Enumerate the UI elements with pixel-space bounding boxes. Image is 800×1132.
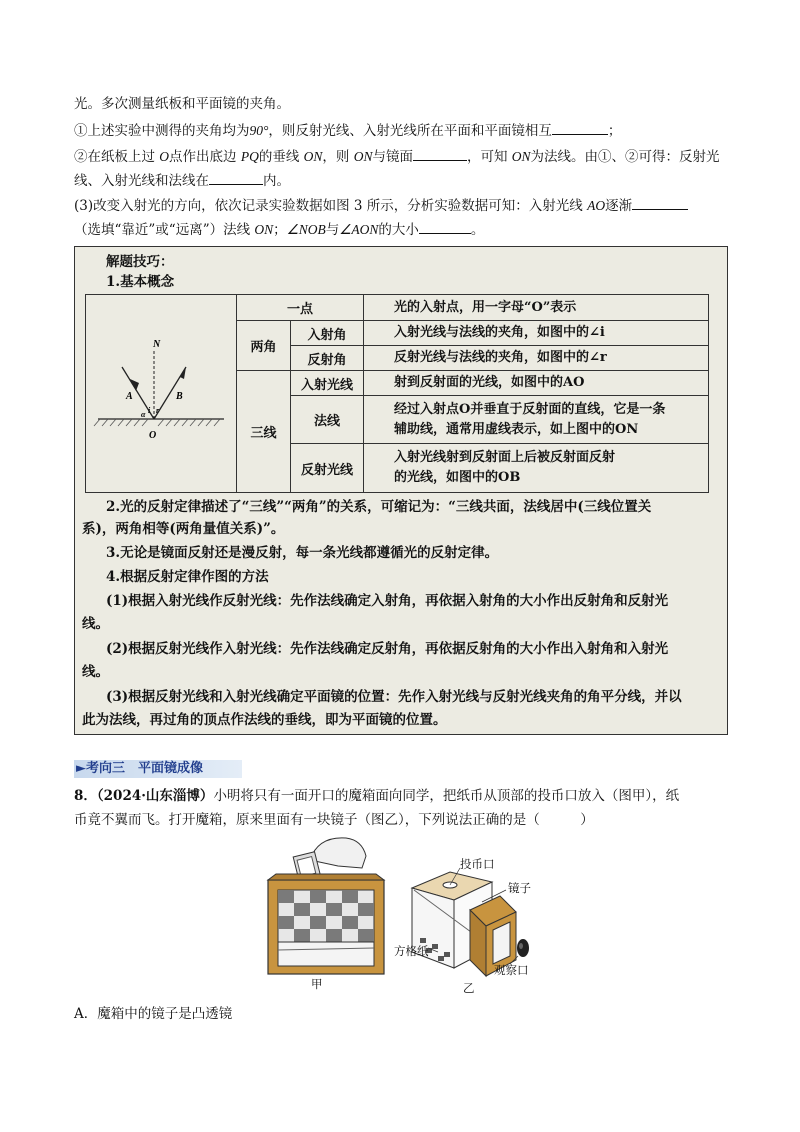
label-grid-paper: 方格纸 bbox=[394, 944, 429, 958]
answer-blank-1[interactable] bbox=[552, 120, 608, 135]
reflection-diagram-cell bbox=[86, 295, 237, 493]
cell-reflection-angle: 反射角 bbox=[291, 346, 364, 371]
label-A: A bbox=[126, 391, 133, 402]
text-line-4: 线、入射光线和法线在 内。 bbox=[74, 170, 290, 191]
label-N: N bbox=[153, 339, 161, 350]
answer-blank-3[interactable] bbox=[209, 170, 263, 185]
cell-reflected-ray-desc: 入射光线射到反射面上后被反射面反射 的光线，如图中的OB bbox=[364, 444, 709, 493]
svg-text:α: α bbox=[141, 410, 146, 419]
figure-jia-label: 甲 bbox=[311, 977, 323, 991]
tips-point-2b: 系)，两角相等(两角量值关系)”。 bbox=[82, 521, 285, 537]
tips-title: 解题技巧： bbox=[106, 254, 174, 270]
cell-one-point-desc: 光的入射点，用一字母“O”表示 bbox=[364, 295, 709, 321]
cell-incidence-angle: 入射角 bbox=[291, 321, 364, 346]
text-line-1: 光。多次测量纸板和平面镜的夹角。 bbox=[74, 96, 290, 112]
cell-incident-ray: 入射光线 bbox=[291, 371, 364, 396]
label-mirror: 镜子 bbox=[508, 881, 531, 895]
cell-incidence-angle-desc: 入射光线与法线的夹角，如图中的∠i bbox=[364, 321, 709, 346]
tips-point-4-2b: 线。 bbox=[82, 664, 109, 680]
tips-point-3: 3.无论是镜面反射还是漫反射，每一条光线都遵循光的反射定律。 bbox=[106, 545, 499, 561]
label-i: i bbox=[148, 406, 151, 415]
tips-point-4-1b: 线。 bbox=[82, 616, 109, 632]
figure-jia-magic-box bbox=[262, 828, 392, 978]
answer-blank-5[interactable] bbox=[419, 219, 471, 234]
cell-reflection-angle-desc: 反射光线与法线的夹角，如图中的∠r bbox=[364, 346, 709, 371]
tips-point-2a: 2.光的反射定律描述了“三线”“两角”的关系，可缩记为：“三线共面，法线居中(三线位置关 bbox=[106, 499, 652, 515]
cell-reflected-ray: 反射光线 bbox=[291, 444, 364, 493]
text-line-5: (3)改变入射光的方向，依次记录实验数据如图 3 所示，分析实验数据可知：入射光线 AO逐渐 bbox=[74, 195, 688, 216]
cell-one-point: 一点 bbox=[237, 295, 364, 321]
cell-normal: 法线 bbox=[291, 396, 364, 444]
tips-point-4-3a: (3)根据反射光线和入射光线确定平面镜的位置：先作入射光线与反射光线夹角的角平分线，并以 bbox=[106, 689, 682, 705]
section-tag: ►考向三 平面镜成像 bbox=[74, 760, 242, 778]
answer-blank-2[interactable] bbox=[413, 146, 467, 161]
tips-heading-1: 1.基本概念 bbox=[106, 274, 175, 290]
cell-two-angles: 两角 bbox=[237, 321, 291, 371]
figure-yi-label: 乙 bbox=[463, 981, 475, 995]
tips-point-4: 4.根据反射定律作图的方法 bbox=[106, 569, 269, 585]
cell-incident-ray-desc: 射到反射面的光线，如图中的AO bbox=[364, 371, 709, 396]
text-line-2: ①上述实验中测得的夹角均为90°，则反射光线、入射光线所在平面和平面镜相互 ； bbox=[74, 120, 621, 141]
label-r: r bbox=[156, 406, 160, 415]
label-B: B bbox=[176, 391, 183, 402]
q8-option-a[interactable]: A．魔箱中的镜子是凸透镜 bbox=[74, 1006, 233, 1022]
label-observation-port: 观察口 bbox=[494, 963, 529, 977]
text-line-6: （选填“靠近”或“远离”）法线 ON；∠NOB与∠AON的大小 。 bbox=[74, 219, 484, 240]
tips-point-4-3b: 此为法线，再过角的顶点作法线的垂线，即为平面镜的位置。 bbox=[82, 712, 447, 728]
tips-point-4-2a: (2)根据反射光线作入射光线：先作法线确定反射角，再依据反射角的大小作出入射角和入射光 bbox=[106, 641, 669, 657]
concept-table bbox=[85, 294, 709, 493]
tips-point-4-1a: (1)根据入射光线作反射光线：先作法线确定入射角，再依据入射角的大小作出反射角和反射光 bbox=[106, 593, 669, 609]
reflection-diagram bbox=[86, 295, 237, 491]
cell-three-lines: 三线 bbox=[237, 371, 291, 493]
cell-normal-desc: 经过入射点O并垂直于反射面的直线，它是一条 辅助线，通常用虚线表示，如上图中的ON bbox=[364, 396, 709, 444]
label-coin-slot: 投币口 bbox=[460, 857, 495, 871]
answer-blank-4[interactable] bbox=[632, 195, 688, 210]
label-O: O bbox=[149, 430, 157, 441]
text-line-3: ②在纸板上过 O点作出底边 PQ的垂线 ON，则 ON与镜面 ，可知 ON为法线。由①、②可得：反射光 bbox=[74, 146, 720, 167]
q8-line-2: 币竟不翼而飞。打开魔箱，原来里面有一块镜子（图乙），下列说法正确的是（ ） bbox=[74, 812, 594, 828]
q8-line-1: 8．（2024·山东淄博）小明将只有一面开口的魔箱面向同学，把纸币从顶部的投币口放入（图甲），纸 bbox=[74, 788, 680, 804]
